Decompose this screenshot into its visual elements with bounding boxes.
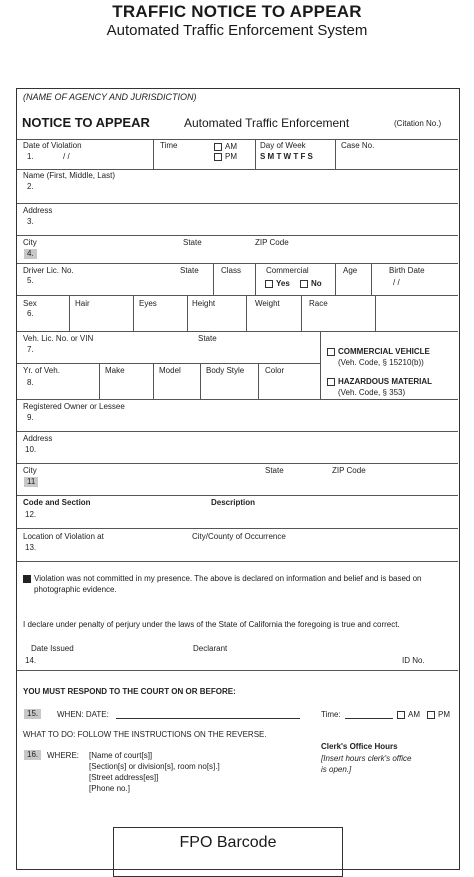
respond-am-checkbox[interactable] — [397, 711, 405, 719]
respond-am-option[interactable] — [397, 711, 420, 719]
commercial-vehicle-checkbox[interactable] — [327, 348, 335, 356]
state-label: State — [183, 238, 202, 247]
field-number: 15. — [24, 709, 41, 719]
divider — [371, 263, 372, 295]
field-number: 9. — [27, 413, 34, 422]
yes-checkbox[interactable] — [265, 280, 273, 288]
class-label: Class — [221, 266, 242, 275]
date-of-violation-label: Date of Violation — [23, 141, 82, 150]
id-number-label: ID No. — [402, 656, 425, 665]
where-line: [Phone no.] — [89, 784, 130, 793]
commercial-vehicle-code: (Veh. Code, § 15210(b)) — [338, 358, 424, 367]
yes-text: Yes — [276, 279, 290, 289]
field-number: 6. — [27, 309, 34, 318]
owner-address-label: Address — [23, 434, 53, 443]
color-label: Color — [265, 366, 285, 375]
divider — [17, 235, 458, 236]
where-line: [Name of court[s]] — [89, 751, 153, 760]
perjury-statement: I declare under penalty of perjury under the laws of the State of California the foregoing is true and correct. — [23, 620, 400, 629]
am-text: AM — [225, 142, 237, 152]
field-number: 2. — [27, 182, 34, 191]
license-state-label: State — [180, 266, 199, 275]
divider — [258, 363, 259, 399]
code-section-label: Code and Section — [23, 498, 91, 507]
city-county-label: City/County of Occurrence — [192, 532, 286, 541]
divider — [99, 363, 100, 399]
barcode-label: FPO Barcode — [179, 834, 277, 851]
field-number: 4. — [24, 249, 37, 259]
no-text: No — [311, 279, 322, 289]
divider — [255, 139, 256, 169]
day-of-week-letters: S M T W T F S — [260, 152, 313, 161]
drivers-license-label: Driver Lic. No. — [23, 266, 74, 275]
agency-label: (NAME OF AGENCY AND JURISDICTION) — [23, 92, 197, 102]
respond-time-input[interactable] — [345, 718, 393, 719]
field-number: 14. — [25, 656, 37, 665]
model-label: Model — [159, 366, 181, 375]
am-checkbox[interactable] — [214, 143, 222, 151]
location-label: Location of Violation at — [23, 532, 104, 541]
divider — [17, 495, 458, 496]
divider — [213, 263, 214, 295]
divider — [200, 363, 201, 399]
sex-label: Sex — [23, 299, 37, 308]
divider — [375, 295, 376, 331]
divider — [153, 139, 154, 169]
case-number-label: Case No. — [341, 141, 375, 150]
birth-date-separators: / / — [393, 278, 400, 287]
pm-text: PM — [225, 152, 237, 162]
commercial-label: Commercial — [266, 266, 309, 275]
field-number: 3. — [27, 217, 34, 226]
hazardous-material-checkbox[interactable] — [327, 378, 335, 386]
respond-pm-option[interactable] — [427, 711, 450, 719]
zip-label: ZIP Code — [255, 238, 289, 247]
divider — [335, 263, 336, 295]
time-label: Time — [160, 141, 178, 150]
commercial-vehicle-text: COMMERCIAL VEHICLE — [338, 347, 430, 357]
field-number: 13. — [25, 543, 37, 552]
divider — [153, 363, 154, 399]
barcode-box — [113, 827, 343, 877]
field-number: 11 — [24, 477, 38, 487]
make-label: Make — [105, 366, 125, 375]
race-label: Race — [309, 299, 328, 308]
name-label: Name (First, Middle, Last) — [23, 171, 116, 180]
divider — [17, 169, 458, 170]
divider — [17, 295, 458, 296]
where-label: WHERE: — [47, 751, 79, 760]
address-label: Address — [23, 206, 53, 215]
divider — [17, 203, 458, 204]
divider — [335, 139, 336, 169]
field-number: 8. — [27, 378, 34, 387]
divider — [246, 295, 247, 331]
day-of-week-label: Day of Week — [260, 141, 306, 150]
respond-am-text: AM — [408, 710, 420, 720]
pm-checkbox[interactable] — [214, 153, 222, 161]
divider — [17, 528, 458, 529]
no-checkbox[interactable] — [300, 280, 308, 288]
respond-title: YOU MUST RESPOND TO THE COURT ON OR BEFORE: — [23, 687, 236, 696]
am-option[interactable] — [214, 143, 237, 151]
registered-owner-label: Registered Owner or Lessee — [23, 402, 125, 411]
hazardous-material-text: HAZARDOUS MATERIAL — [338, 377, 433, 387]
divider — [17, 670, 458, 671]
owner-city-label: City — [23, 466, 37, 475]
field-number: 5. — [27, 276, 34, 285]
document-title: TRAFFIC NOTICE TO APPEAR — [112, 2, 362, 21]
height-label: Height — [192, 299, 216, 308]
presence-statement: Violation was not committed in my presence. The above is declared on information and belief and is based on photographic evidence. — [34, 574, 422, 594]
commercial-yes-option[interactable] — [265, 280, 290, 288]
commercial-vehicle-option[interactable] — [327, 348, 430, 356]
respond-pm-text: PM — [438, 710, 450, 720]
divider — [17, 561, 458, 562]
hazardous-material-option[interactable] — [327, 378, 432, 386]
divider — [17, 331, 458, 332]
when-date-label: WHEN: DATE: — [57, 710, 109, 719]
date-separators: / / — [63, 152, 70, 161]
divider — [187, 295, 188, 331]
presence-checkbox-filled[interactable] — [23, 575, 31, 583]
field-number: 16. — [24, 750, 41, 760]
divider — [320, 331, 321, 399]
what-to-do-label: WHAT TO DO: FOLLOW THE INSTRUCTIONS ON THE REVERSE. — [23, 730, 267, 739]
field-number: 7. — [27, 345, 34, 354]
city-label: City — [23, 238, 37, 247]
owner-zip-label: ZIP Code — [332, 466, 366, 475]
divider — [17, 399, 458, 400]
description-label: Description — [211, 498, 256, 507]
where-line: [Street address[es]] — [89, 773, 159, 782]
weight-label: Weight — [255, 299, 280, 308]
vehicle-state-label: State — [198, 334, 217, 343]
when-date-input[interactable] — [116, 718, 300, 719]
declarant-label: Declarant — [193, 644, 228, 653]
birth-date-label: Birth Date — [389, 266, 425, 275]
respond-time-label: Time: — [321, 710, 341, 719]
age-label: Age — [343, 266, 358, 275]
respond-pm-checkbox[interactable] — [427, 711, 435, 719]
field-number: 12. — [25, 510, 37, 519]
clerk-hours-line: is open.] — [321, 765, 352, 774]
hair-label: Hair — [75, 299, 90, 308]
clerk-hours-line: [Insert hours clerk's office — [321, 754, 412, 763]
divider — [255, 263, 256, 295]
notice-title: NOTICE TO APPEAR — [22, 115, 150, 130]
owner-state-label: State — [265, 466, 284, 475]
notice-subtitle: Automated Traffic Enforcement — [184, 116, 350, 130]
field-number: 10. — [25, 445, 37, 454]
divider — [69, 295, 70, 331]
divider — [17, 139, 458, 140]
divider — [17, 431, 458, 432]
citation-label: (Citation No.) — [394, 119, 442, 128]
eyes-label: Eyes — [139, 299, 157, 308]
field-number: 1. — [27, 152, 34, 161]
divider — [301, 295, 302, 331]
pm-option[interactable] — [214, 153, 237, 161]
where-line: [Section[s] or division[s], room no[s].] — [89, 762, 220, 771]
clerk-hours-title: Clerk's Office Hours — [321, 742, 398, 751]
divider — [17, 463, 458, 464]
divider — [17, 263, 458, 264]
notice-form — [16, 88, 460, 870]
commercial-no-option[interactable] — [300, 280, 322, 288]
hazardous-material-code: (Veh. Code, § 353) — [338, 388, 406, 397]
vehicle-license-label: Veh. Lic. No. or VIN — [23, 334, 94, 343]
vehicle-year-label: Yr. of Veh. — [23, 366, 60, 375]
date-issued-label: Date Issued — [31, 644, 74, 653]
divider — [133, 295, 134, 331]
divider — [17, 363, 320, 364]
document-subtitle: Automated Traffic Enforcement System — [106, 22, 368, 39]
body-style-label: Body Style — [206, 366, 245, 375]
